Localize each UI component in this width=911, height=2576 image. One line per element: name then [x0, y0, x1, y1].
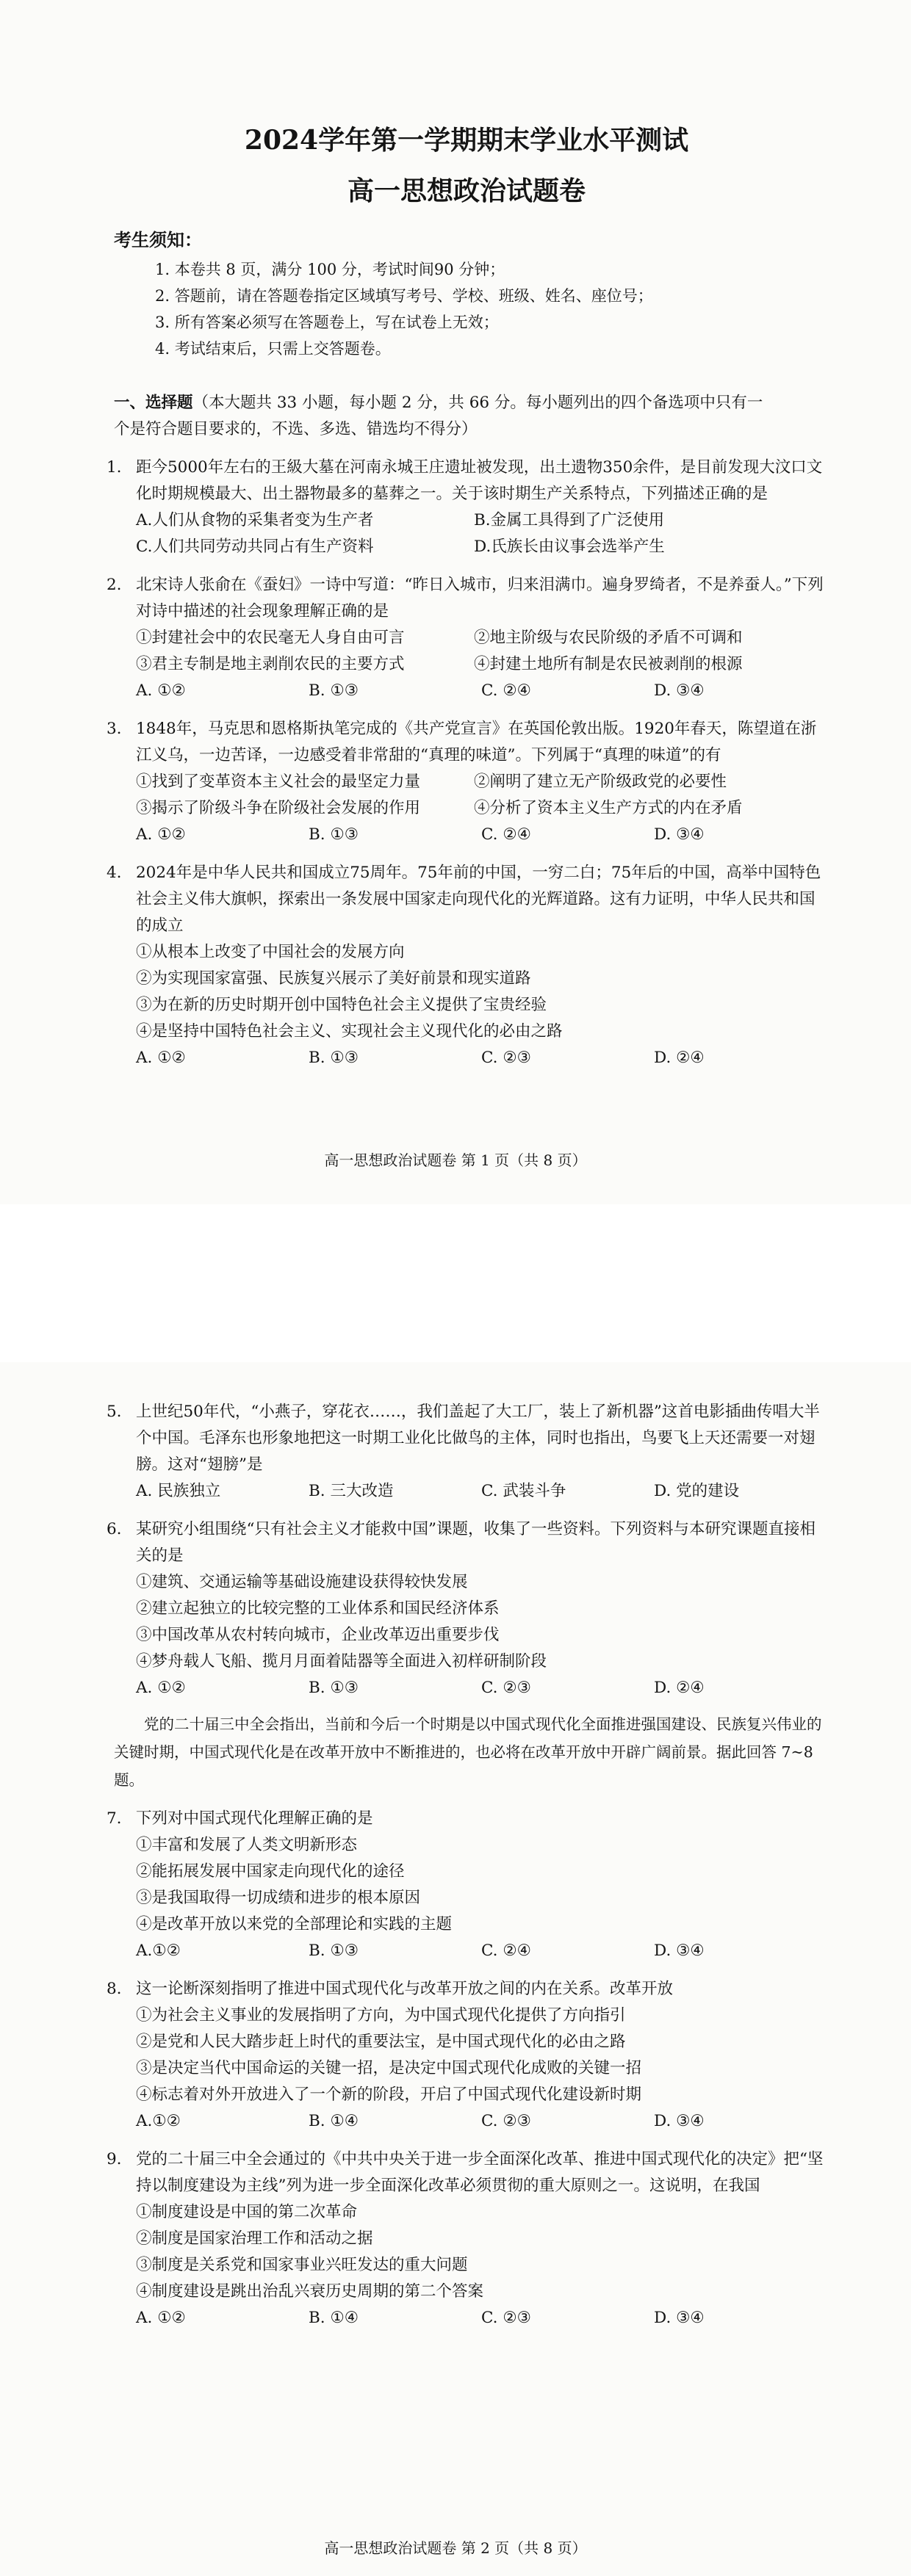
- option-a: A. 民族独立: [136, 1482, 221, 1500]
- section-header: [114, 390, 827, 443]
- option-a: A. ①②: [136, 825, 186, 844]
- options: [136, 1478, 827, 1505]
- statement-1: ①制度建设是中国的第二次革命: [136, 2203, 358, 2221]
- question-9: [107, 2146, 827, 2331]
- option-a: A. ①②: [136, 681, 186, 700]
- option-d: D. ③④: [654, 2309, 705, 2327]
- statement-4: ④是改革开放以来党的全部理论和实践的主题: [136, 1915, 453, 1933]
- question-8: [107, 1976, 827, 2135]
- option-c: C. ②③: [481, 1049, 531, 1067]
- question-1: [107, 455, 827, 560]
- statement-1: ①丰富和发展了人类文明新形态: [136, 1836, 358, 1854]
- question-stem: 1848年，马克思和恩格斯执笔完成的《共产党宣言》在英国伦敦出版。1920年春天，陈望道在浙江义乌，一边苦译，一边感受着非常甜的“真理的味道”。下列属于“真理的味道”的有: [136, 720, 817, 764]
- options: [136, 2108, 827, 2135]
- exam-page-1: [0, 0, 911, 1204]
- question-number: 8.: [107, 1980, 122, 1998]
- statement-3: ③揭示了阶级斗争在阶级社会发展的作用: [136, 799, 421, 817]
- question-stem: 党的二十届三中全会通过的《中共中央关于进一步全面深化改革、推进中国式现代化的决定》把“坚持以制度建设为主线”列为进一步全面深化改革必须贯彻的重大原则之一。这说明，在我国: [136, 2150, 824, 2195]
- statement-1: ①为社会主义事业的发展指明了方向，为中国式现代化提供了方向指引: [136, 2006, 626, 2025]
- statement-4: ④分析了资本主义生产方式的内在矛盾: [474, 799, 743, 817]
- section-label: 一、选择题: [114, 394, 193, 412]
- exam-page-2: [0, 1362, 911, 2576]
- question-number: 1.: [107, 458, 122, 477]
- statements: [136, 769, 827, 822]
- question-number: 3.: [107, 720, 122, 738]
- question-stem: 某研究小组围绕“只有社会主义才能救中国”课题，收集了一些资料。下列资料与本研究课题直接相关的是: [136, 1520, 815, 1565]
- option-c: C. ②③: [481, 2112, 531, 2130]
- statement-1: ①从根本上改变了中国社会的发展方向: [136, 943, 405, 961]
- option-b: B. ①③: [309, 825, 359, 844]
- option-a: A.①②: [136, 2112, 181, 2130]
- question-4: [107, 860, 827, 1071]
- statement-2: ②地主阶级与农民阶级的矛盾不可调和: [474, 629, 743, 647]
- option-d: D. ③④: [654, 2112, 705, 2130]
- question-stem: 距今5000年左右的王級大墓在河南永城王庄遗址被发现，出土遗物350余件，是目前发现大汶口文化时期规模最大、出土器物最多的墓葬之一。关于该时期生产关系特点，下列描述正确的是: [136, 458, 823, 503]
- option-b: B. ①④: [309, 2112, 359, 2130]
- statement-2: ②建立起独立的比较完整的工业体系和国民经济体系: [136, 1599, 500, 1618]
- options: [136, 1675, 827, 1701]
- question-stem: 北宋诗人张俞在《蚕妇》一诗中写道：“昨日入城市，归来泪满巾。遍身罗绮者，不是养蚕人。”下列对诗中描述的社会现象理解正确的是: [136, 576, 824, 621]
- option-b: B. ①③: [309, 1679, 359, 1697]
- option-b: B. 三大改造: [309, 1482, 394, 1500]
- statement-1: ①建筑、交通运输等基础设施建设获得较快发展: [136, 1573, 468, 1591]
- options: [136, 1938, 827, 1964]
- statement-4: ④梦舟载人飞船、揽月月面着陆器等全面进入初样研制阶段: [136, 1652, 547, 1671]
- options: [136, 2305, 827, 2331]
- statement-1: ①找到了变革资本主义社会的最坚定力量: [136, 773, 421, 791]
- question-2: [107, 572, 827, 704]
- question-stem: 2024年是中华人民共和国成立75周年。75年前的中国，一穷二白；75年后的中国，高举中国特色社会主义伟大旗帜，探索出一条发展中国家走向现代化的光辉道路。这有力证明，中华人民共和国的成立: [136, 864, 821, 935]
- option-d: D. ③④: [654, 681, 705, 700]
- notice-item: 2. 答题前，请在答题卷指定区域填写考号、学校、班级、姓名、座位号；: [155, 287, 653, 305]
- exam-title: 2024学年第一学期期末学业水平测试: [244, 125, 689, 156]
- section-desc-continued: 个是符合题目要求的，不选、多选、错选均不得分）: [114, 420, 478, 438]
- notice-item: 1. 本卷共 8 页，满分 100 分，考试时间90 分钟；: [155, 261, 505, 278]
- statement-2: ②为实现国家富强、民族复兴展示了美好前景和现实道路: [136, 969, 531, 988]
- options: [136, 822, 827, 848]
- statement-4: ④封建土地所有制是农民被剥削的根源: [474, 655, 743, 673]
- notice-title: 考生须知：: [114, 230, 202, 250]
- option-a: A.①②: [136, 1942, 181, 1960]
- page-footer: 高一思想政治试题卷 第 1 页（共 8 页）: [324, 1151, 587, 1169]
- option-b: B. ①④: [309, 2309, 359, 2327]
- exam-subtitle: 高一思想政治试题卷: [347, 176, 586, 206]
- option-d: D. 党的建设: [654, 1482, 740, 1500]
- options: [136, 1045, 827, 1071]
- option-d: D. ③④: [654, 825, 705, 844]
- option-c: C. 武装斗争: [481, 1482, 566, 1500]
- statement-2: ②制度是国家治理工作和活动之据: [136, 2229, 373, 2248]
- option-c: C. ②④: [481, 825, 531, 844]
- question-number: 7.: [107, 1809, 122, 1828]
- option-c: C. ②③: [481, 2309, 531, 2327]
- option-d: D.氏族长由议事会选举产生: [474, 538, 665, 556]
- option-b: B. ①③: [309, 681, 359, 700]
- question-stem: 上世纪50年代，“小燕子，穿花衣……，我们盖起了大工厂，装上了新机器”这首电影插曲传唱大半个中国。毛泽东也形象地把这一时期工业化比做鸟的主体，同时也指出，鸟要飞上天还需要一对翅膀。这对“翅膀”是: [136, 1403, 820, 1474]
- statement-3: ③制度是关系党和国家事业兴旺发达的重大问题: [136, 2256, 468, 2274]
- question-number: 9.: [107, 2150, 122, 2168]
- question-stem: 这一论断深刻指明了推进中国式现代化与改革开放之间的内在关系。改革开放: [136, 1980, 674, 1998]
- notice-item: 3. 所有答案必须写在答题卷上，写在试卷上无效；: [155, 314, 499, 331]
- statement-3: ③是决定当代中国命运的关键一招，是决定中国式现代化成败的关键一招: [136, 2059, 642, 2077]
- options: [136, 507, 827, 560]
- page-footer: 高一思想政治试题卷 第 2 页（共 8 页）: [324, 2539, 587, 2557]
- statement-4: ④是坚持中国特色社会主义、实现社会主义现代化的必由之路: [136, 1022, 563, 1041]
- statement-2: ②是党和人民大踏步赶上时代的重要法宝，是中国式现代化的必由之路: [136, 2033, 626, 2051]
- option-a: A. ①②: [136, 1679, 186, 1697]
- option-a: A.人们从食物的采集者变为生产者: [136, 511, 374, 529]
- option-b: B. ①③: [309, 1049, 359, 1067]
- statement-4: ④标志着对外开放进入了一个新的阶段，开启了中国式现代化建设新时期: [136, 2085, 642, 2104]
- options: [136, 678, 827, 704]
- notice-item: 4. 考试结束后，只需上交答题卷。: [155, 340, 391, 358]
- option-c: C. ②③: [481, 1679, 531, 1697]
- question-6: [107, 1516, 827, 1701]
- statement-3: ③中国改革从农村转向城市，企业改革迈出重要步伐: [136, 1626, 500, 1644]
- option-c: C.人们共同劳动共同占有生产资料: [136, 538, 374, 556]
- statement-3: ③是我国取得一切成绩和进步的根本原因: [136, 1889, 421, 1907]
- page-2-content: [107, 1399, 827, 2331]
- option-d: D. ②④: [654, 1049, 705, 1067]
- option-a: A. ①②: [136, 1049, 186, 1067]
- option-c: C. ②④: [481, 1942, 531, 1960]
- page-gap: [0, 1204, 911, 1362]
- question-number: 6.: [107, 1520, 122, 1538]
- question-number: 2.: [107, 576, 122, 594]
- statements: [136, 625, 827, 678]
- statement-3: ③君主专制是地主剥削农民的主要方式: [136, 655, 405, 673]
- option-c: C. ②④: [481, 681, 531, 700]
- page-1-content: [107, 121, 827, 1071]
- notice-block: [107, 227, 827, 362]
- statement-2: ②能拓展发展中国家走向现代化的途径: [136, 1862, 405, 1881]
- option-d: D. ③④: [654, 1942, 705, 1960]
- statement-1: ①封建社会中的农民毫无人身自由可言: [136, 629, 405, 647]
- option-a: A. ①②: [136, 2309, 186, 2327]
- statement-3: ③为在新的历史时期开创中国特色社会主义提供了宝贵经验: [136, 996, 547, 1014]
- shared-material-instruction: 党的二十届三中全会指出，当前和今后一个时期是以中国式现代化全面推进强国建设、民族复兴伟业的关键时期，中国式现代化是在改革开放中不断推进的，也必将在改革开放中开辟广阔前景。据此回答 7~8 题。: [114, 1715, 822, 1789]
- question-stem: 下列对中国式现代化理解正确的是: [136, 1809, 373, 1828]
- question-number: 4.: [107, 864, 122, 882]
- question-number: 5.: [107, 1403, 122, 1421]
- option-d: D. ②④: [654, 1679, 705, 1697]
- option-b: B. ①③: [309, 1942, 359, 1960]
- question-7: [107, 1806, 827, 1964]
- question-3: [107, 716, 827, 848]
- question-5: [107, 1399, 827, 1505]
- statement-4: ④制度建设是跳出治乱兴衰历史周期的第二个答案: [136, 2282, 484, 2301]
- option-b: B.金属工具得到了广泛使用: [474, 511, 665, 529]
- statement-2: ②阐明了建立无产阶级政党的必要性: [474, 773, 727, 791]
- section-desc: （本大题共 33 小题，每小题 2 分，共 66 分。每小题列出的四个备选项中只有一: [192, 394, 763, 412]
